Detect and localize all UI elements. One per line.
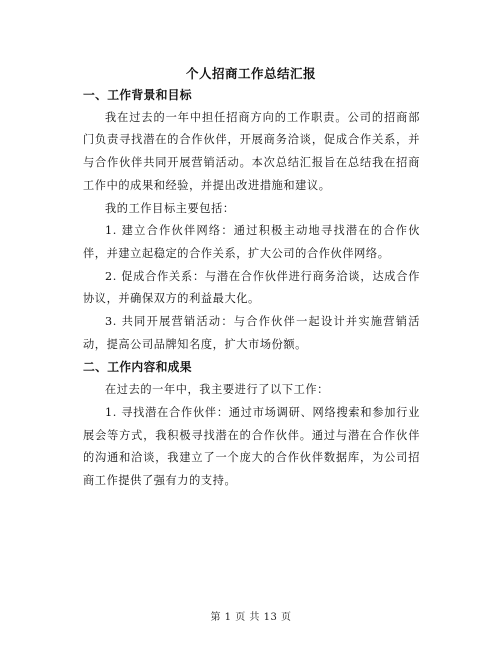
section-heading-background: 一、工作背景和目标: [83, 88, 192, 102]
paragraph-goals-intro: 我的工作目标主要包括：: [105, 201, 235, 215]
goal-item-3: 3. 共同开展营销活动：与合作伙伴一起设计并实施营销活动，提高公司品牌知名度，扩大市场份额。: [83, 315, 420, 351]
page-number-footer: 第 1 页 共 13 页: [210, 612, 292, 623]
goal-item-2: 2. 促成合作关系：与潜在合作伙伴进行商务洽谈，达成合作协议，并确保双方的利益最大化。: [83, 269, 420, 306]
document-title: 个人招商工作总结汇报: [185, 66, 316, 81]
paragraph-work-intro: 在过去的一年中，我主要进行了以下工作：: [105, 383, 329, 397]
section-heading-work-content: 二、工作内容和成果: [83, 360, 192, 375]
paragraph-background: 我在过去的一年中担任招商方向的工作职责。公司的招商部门负责寻找潜在的合作伙伴，开展商务洽谈，促成合作关系，并与合作伙伴共同开展营销活动。本次总结汇报旨在总结我在招商工作中的成果和经验，并提出改进措施和建议。: [83, 110, 420, 192]
goal-item-1: 1. 建立合作伙伴网络：通过积极主动地寻找潜在的合作伙伴，并建立起稳定的合作关系，扩大公司的合作伙伴网络。: [83, 224, 420, 260]
document-body: [83, 84, 420, 493]
work-item-1: 1. 寻找潜在合作伙伴：通过市场调研、网络搜索和参加行业展会等方式，我积极寻找潜在的合作伙伴。通过与潜在合作伙伴的沟通和洽谈，我建立了一个庞大的合作伙伴数据库，为公司招商工作提供了强有力的支持。: [83, 405, 420, 487]
